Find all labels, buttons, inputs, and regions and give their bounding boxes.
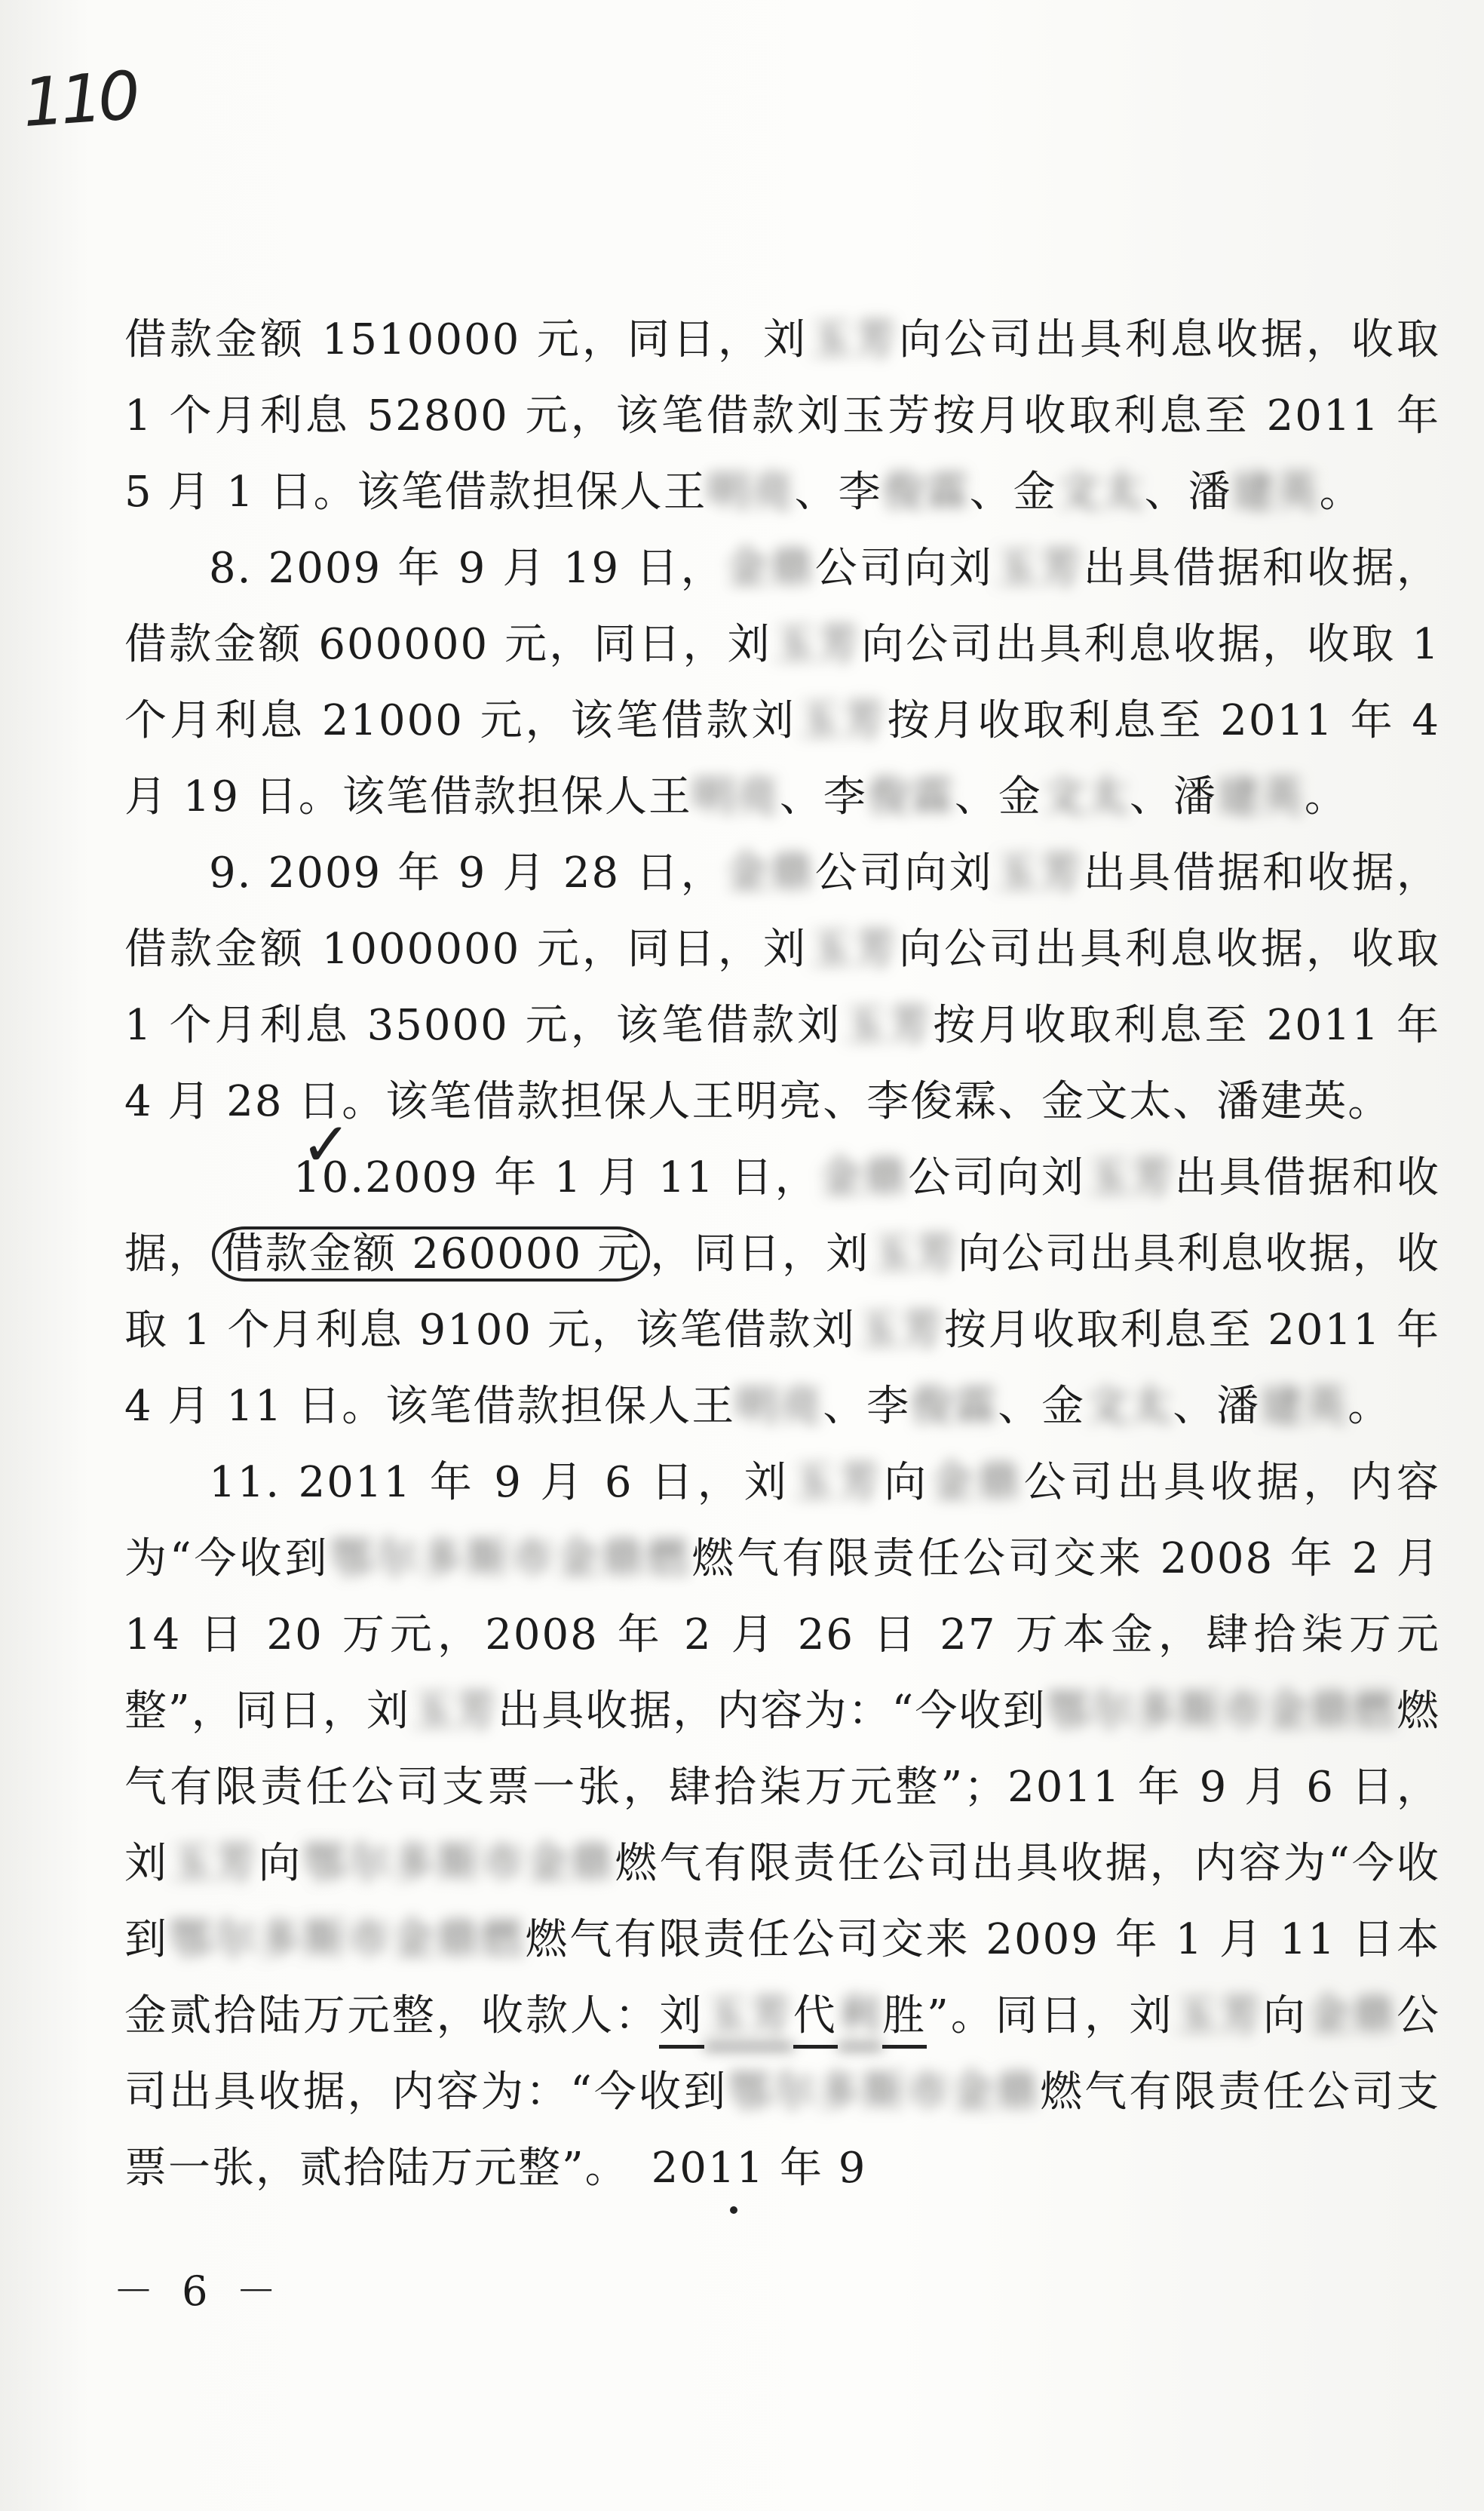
text-segment: 代 bbox=[793, 1991, 838, 2049]
redacted-text: 鄂尔多斯市金鼎燃 bbox=[169, 1915, 526, 1964]
text-segment: 燃气有限责任公司出具收据，内容为“今收到 bbox=[124, 1839, 1441, 1964]
text-segment: 按月收取利息至 2011 年 4 月 19 日。该笔借款担保人王 bbox=[124, 696, 1441, 821]
redacted-text: 玉芳 bbox=[410, 1687, 498, 1736]
redacted-text: 俊霖 bbox=[882, 468, 970, 517]
text-segment: 向 bbox=[1262, 1991, 1308, 2040]
redacted-text: 明亮 bbox=[691, 772, 780, 821]
text-segment: 向公司出具利息收据，收取 1 个月利息 21000 元，该笔借款刘 bbox=[124, 620, 1441, 745]
redacted-text: 玉芳 bbox=[856, 1306, 945, 1355]
redacted-text: 文太 bbox=[1041, 772, 1130, 821]
redacted-text: 玉芳 bbox=[808, 925, 899, 974]
paragraph-3 bbox=[124, 835, 1440, 1140]
text-segment: 。 bbox=[1319, 468, 1363, 517]
text-segment: 、潘 bbox=[1173, 1382, 1261, 1431]
text-segment: 、金 bbox=[954, 772, 1042, 821]
redacted-text: 玉芳 bbox=[842, 1001, 934, 1050]
text-segment: 按月收取利息至 2011 年 4 月 11 日。该笔借款担保人王 bbox=[124, 1306, 1440, 1431]
text-segment: 、李 bbox=[779, 772, 867, 821]
redacted-text: 明亮 bbox=[735, 1382, 823, 1431]
text-segment: 借款金额 1510000 元，同日，刘 bbox=[124, 315, 808, 364]
redacted-text: 金鼎 bbox=[1307, 1991, 1397, 2040]
text-segment: 向 bbox=[258, 1839, 303, 1888]
text-segment: 向 bbox=[884, 1458, 931, 1507]
text-segment: 出具借据和收据， bbox=[124, 1153, 1441, 1279]
text-segment: 、潘 bbox=[1144, 468, 1232, 517]
redacted-text: 玉芳 bbox=[808, 315, 899, 364]
redacted-text: 鄂尔多斯市金鼎燃 bbox=[330, 1534, 692, 1583]
page-number: － 6 － bbox=[113, 2267, 284, 2315]
text-segment: ，同日，刘 bbox=[650, 1229, 870, 1279]
text-segment: 刘 bbox=[659, 1991, 704, 2049]
text-segment: 11. 2011 年 9 月 6 日，刘 bbox=[209, 1458, 791, 1507]
handwritten-page-note: 110 bbox=[20, 56, 139, 143]
paragraph-2 bbox=[124, 530, 1440, 835]
paragraph-5 bbox=[124, 1444, 1440, 2206]
text-segment: 、李 bbox=[823, 1382, 911, 1431]
text-segment: 按月收取利息至 2011 年 4 月 28 日。该笔借款担保人王明亮、李俊霖、金文太、潘建英。 bbox=[124, 1001, 1440, 1126]
redacted-text: 玉芳 bbox=[1085, 1153, 1175, 1202]
redacted-text: 玉芳 bbox=[1173, 1991, 1263, 2040]
redacted-text: 金鼎 bbox=[725, 849, 815, 898]
text-segment: 2009 年 1 月 11 日， bbox=[365, 1153, 820, 1202]
text-segment: ”。同日，刘 bbox=[927, 1991, 1174, 2040]
redacted-text: 建英 bbox=[1260, 1382, 1348, 1431]
text-segment: 公司向刘 bbox=[814, 849, 994, 898]
text-segment: 燃气有限责任公司支票一张，肆拾柒万元整”；2011 年 9 月 6 日，刘 bbox=[124, 1687, 1440, 1888]
text-segment: 。 bbox=[1304, 772, 1348, 821]
redacted-text: 建英 bbox=[1231, 468, 1320, 517]
text-segment: 向公司出具利息收据，收取 1 个月利息 35000 元，该笔借款刘 bbox=[124, 925, 1440, 1050]
text-segment: 胜 bbox=[882, 1991, 927, 2049]
redacted-text: 文太 bbox=[1085, 1382, 1173, 1431]
redacted-text: 玉芳 bbox=[790, 1458, 885, 1507]
redacted-text: 玉芳 bbox=[796, 696, 888, 745]
text-segment: 向公司出具利息收据，收取 1 个月利息 52800 元，该笔借款刘玉芳按月收取利息至 2011 年 5 月 1 日。该笔借款担保人王 bbox=[124, 315, 1440, 517]
text-segment: 。 bbox=[1348, 1382, 1392, 1431]
text-segment: 燃气有限责任公司交来 2008 年 2 月 14 日 20 万元，2008 年 2 月 26 日 27 万本金，肆拾柒万元整”，同日，刘 bbox=[124, 1534, 1440, 1736]
text-segment: 公司向刘 bbox=[908, 1153, 1086, 1202]
ink-dot bbox=[730, 2206, 737, 2214]
redacted-text: 金鼎 bbox=[819, 1153, 909, 1202]
redacted-text: 玉芳 bbox=[704, 1991, 793, 2049]
text-segment: 、金 bbox=[969, 468, 1057, 517]
checked-item-number: 10. ✓ bbox=[209, 1140, 365, 1216]
redacted-text: 俊霖 bbox=[910, 1382, 998, 1431]
redacted-text: 鄂尔多斯市金鼎 bbox=[728, 2067, 1041, 2117]
circled-amount: 借款金额 260000 元 bbox=[212, 1226, 650, 1282]
text-segment: 出具收据，内容为：“今收到 bbox=[498, 1687, 1047, 1736]
text-segment: 向公司出具利息收据，收取 1 个月利息 9100 元，该笔借款刘 bbox=[124, 1229, 1441, 1355]
redacted-text: 玉芳 bbox=[771, 620, 862, 669]
document-body bbox=[124, 302, 1440, 2206]
text-segment: 出具借据和收据，借款金额 600000 元，同日，刘 bbox=[124, 544, 1441, 669]
text-segment: 公司向刘 bbox=[814, 544, 994, 593]
redacted-text: 玉芳 bbox=[994, 544, 1084, 593]
text-segment: 、李 bbox=[794, 468, 882, 517]
redacted-text: 鄂尔多斯市金鼎燃 bbox=[1046, 1687, 1397, 1736]
redacted-text: 利 bbox=[838, 1991, 882, 2049]
paragraph-4 bbox=[124, 1140, 1440, 1444]
text-segment: 9. 2009 年 9 月 28 日， bbox=[209, 849, 725, 898]
redacted-text: 明亮 bbox=[707, 468, 795, 517]
paragraph-1 bbox=[124, 302, 1440, 530]
redacted-text: 玉芳 bbox=[869, 1229, 958, 1279]
text-segment: 、潘 bbox=[1129, 772, 1217, 821]
text-segment: 燃气有限责任公司交来 2009 年 1 月 11 日本金贰拾陆万元整，收款人： bbox=[124, 1915, 1441, 2040]
redacted-text: 玉芳 bbox=[169, 1839, 259, 1888]
text-segment: 出具借据和收据，借款金额 1000000 元，同日，刘 bbox=[124, 849, 1441, 974]
redacted-text: 金鼎 bbox=[725, 544, 815, 593]
text-segment: 、金 bbox=[998, 1382, 1086, 1431]
text-segment: 公司出具收据，内容为“今收到 bbox=[124, 1458, 1441, 1583]
text-segment: 燃气有限责任公司支票一张，贰拾陆万元整”。 2011 年 9 bbox=[124, 2067, 1441, 2193]
redacted-text: 俊霖 bbox=[866, 772, 955, 821]
redacted-text: 建英 bbox=[1216, 772, 1305, 821]
redacted-text: 文太 bbox=[1056, 468, 1145, 517]
redacted-text: 金鼎 bbox=[930, 1458, 1024, 1507]
redacted-text: 鄂尔多斯市金鼎 bbox=[302, 1839, 615, 1888]
redacted-text: 玉芳 bbox=[994, 849, 1084, 898]
text-segment: 8. 2009 年 9 月 19 日， bbox=[209, 544, 725, 593]
text-segment: 公司出具收据，内容为：“今收到 bbox=[124, 1991, 1441, 2117]
